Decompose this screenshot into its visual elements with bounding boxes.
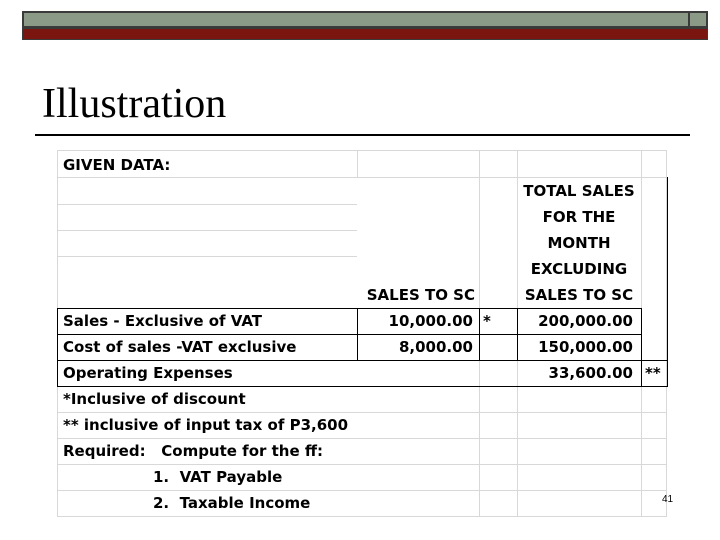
row-total-mark: ** bbox=[645, 364, 661, 382]
total-header-line: MONTH bbox=[547, 234, 611, 252]
slide-title: Illustration bbox=[42, 81, 227, 127]
title-bar-corner bbox=[688, 11, 708, 28]
row-total-value: 33,600.00 bbox=[548, 364, 633, 382]
grid-line bbox=[57, 150, 667, 151]
given-data-label: GIVEN DATA: bbox=[63, 156, 171, 174]
row-total-value: 150,000.00 bbox=[538, 338, 633, 356]
row-label: Sales - Exclusive of VAT bbox=[63, 312, 263, 330]
required-item: 1. VAT Payable bbox=[153, 468, 283, 486]
grid-line bbox=[57, 230, 357, 231]
grid-line bbox=[57, 516, 667, 517]
required-label: Required: Compute for the ff: bbox=[63, 442, 324, 460]
row-sc-mark: * bbox=[483, 312, 491, 330]
table-border bbox=[667, 177, 668, 387]
total-header-line: TOTAL SALES bbox=[523, 182, 635, 200]
sc-header: SALES TO SC bbox=[366, 286, 475, 304]
footnote: ** inclusive of input tax of P3,600 bbox=[63, 416, 349, 434]
row-sc-value: 8,000.00 bbox=[398, 338, 473, 356]
grid-line bbox=[357, 150, 358, 177]
title-bar-green bbox=[22, 11, 708, 28]
required-item: 2. Taxable Income bbox=[153, 494, 311, 512]
row-label: Operating Expenses bbox=[63, 364, 233, 382]
title-bar-red bbox=[22, 28, 708, 40]
page-number: 41 bbox=[662, 494, 674, 505]
total-header-line: EXCLUDING bbox=[530, 260, 628, 278]
row-label: Cost of sales -VAT exclusive bbox=[63, 338, 297, 356]
total-header-line: FOR THE bbox=[542, 208, 616, 226]
table-border bbox=[479, 308, 480, 360]
table-border bbox=[57, 308, 58, 386]
grid-line bbox=[57, 490, 667, 491]
total-header-line: SALES TO SC bbox=[524, 286, 634, 304]
grid-line bbox=[57, 204, 357, 205]
footnote: *Inclusive of discount bbox=[63, 390, 246, 408]
title-divider bbox=[35, 134, 690, 136]
row-total-value: 200,000.00 bbox=[538, 312, 633, 330]
table-border bbox=[641, 308, 642, 386]
grid-line bbox=[57, 464, 667, 465]
grid-line bbox=[57, 256, 357, 257]
spreadsheet-table bbox=[57, 150, 667, 517]
row-sc-value: 10,000.00 bbox=[388, 312, 473, 330]
